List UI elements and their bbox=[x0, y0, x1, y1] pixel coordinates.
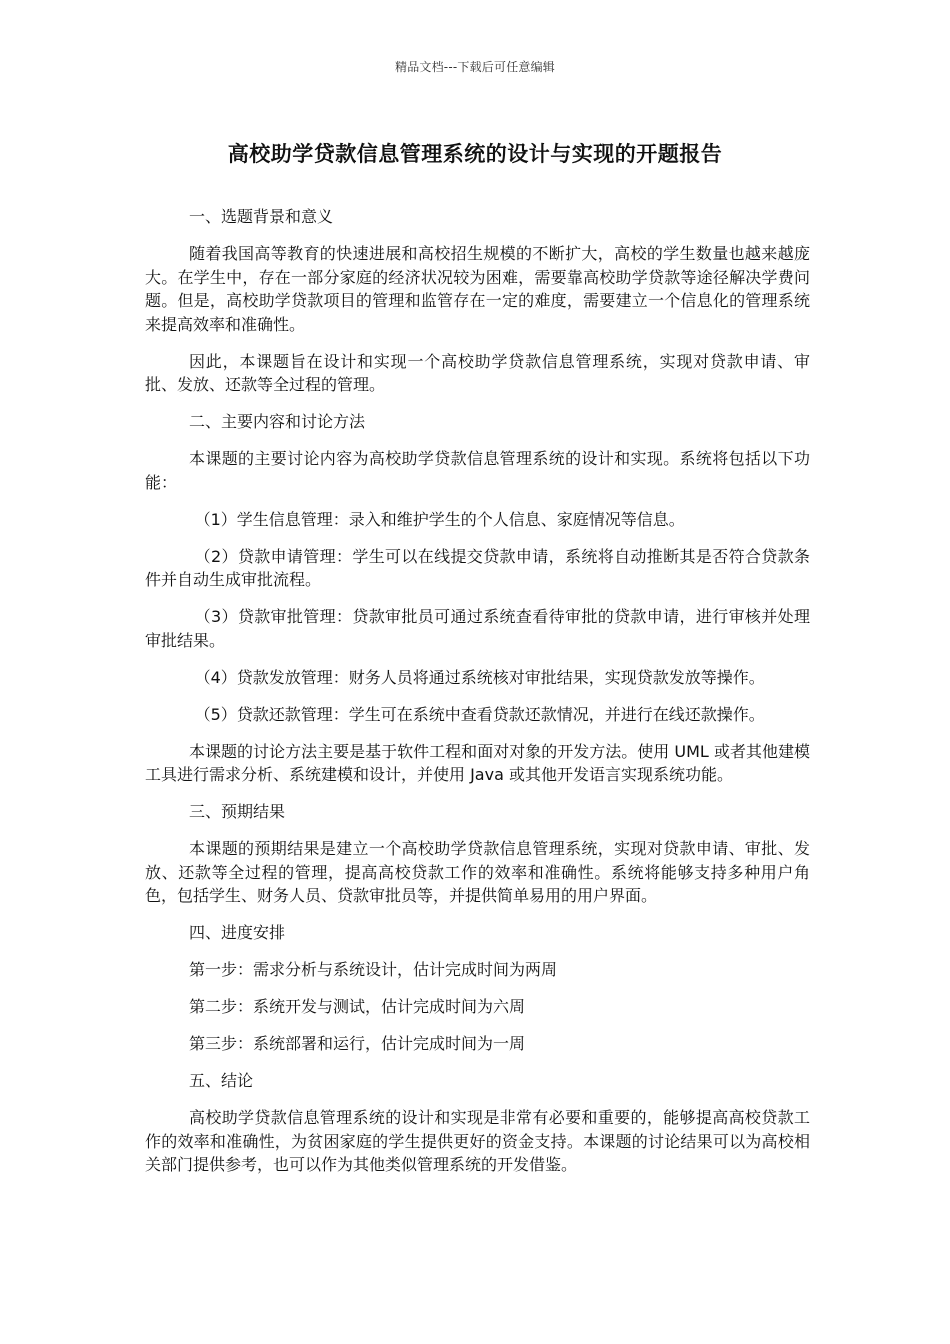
paragraph-content-intro: 本课题的主要讨论内容为高校助学贷款信息管理系统的设计和实现。系统将包括以下功能： bbox=[145, 449, 810, 492]
feature-item-loan-disbursement: （4）贷款发放管理：财务人员将通过系统核对审批结果，实现贷款发放等操作。 bbox=[194, 667, 765, 687]
feature-item-loan-repayment: （5）贷款还款管理：学生可在系统中查看贷款还款情况，并进行在线还款操作。 bbox=[194, 704, 765, 724]
paragraph-methods: 本课题的讨论方法主要是基于软件工程和面对对象的开发方法。使用 UML 或者其他建模工具进行需求分析、系统建模和设计，并使用 Java 或其他开发语言实现系统功能。 bbox=[145, 741, 810, 784]
section-heading-expected-results: 三、预期结果 bbox=[189, 802, 286, 821]
paragraph-background: 随着我国高等教育的快速进展和高校招生规模的不断扩大，高校的学生数量也越来越庞大。在学生中，存在一部分家庭的经济状况较为困难，需要靠高校助学贷款等途径解决学费问题。但是，高校助学贷款项目的管理和监管存在一定的难度，需要建立一个信息化的管理系统来提高效率和准确性。 bbox=[145, 244, 810, 334]
feature-item-student-info: （1）学生信息管理：录入和维护学生的个人信息、家庭情况等信息。 bbox=[194, 509, 685, 529]
document-body bbox=[145, 205, 810, 1190]
schedule-step-3: 第三步：系统部署和运行，估计完成时间为一周 bbox=[189, 1034, 526, 1053]
page-header-watermark: 精品文档---下载后可任意编辑 bbox=[395, 60, 555, 74]
feature-item-loan-application: （2）贷款申请管理：学生可以在线提交贷款申请，系统将自动推断其是否符合贷款条件并自动生成审批流程。 bbox=[145, 546, 810, 589]
section-heading-schedule: 四、进度安排 bbox=[189, 923, 286, 942]
paragraph-conclusion: 高校助学贷款信息管理系统的设计和实现是非常有必要和重要的，能够提高高校贷款工作的效率和准确性，为贫困家庭的学生提供更好的资金支持。本课题的讨论结果可以为高校相关部门提供参考，也可以作为其他类似管理系统的开发借鉴。 bbox=[145, 1108, 810, 1174]
section-heading-conclusion: 五、结论 bbox=[189, 1071, 254, 1090]
section-heading-content-methods: 二、主要内容和讨论方法 bbox=[189, 412, 366, 431]
paragraph-purpose: 因此，本课题旨在设计和实现一个高校助学贷款信息管理系统，实现对贷款申请、审批、发放、还款等全过程的管理。 bbox=[145, 351, 810, 394]
schedule-step-1: 第一步：需求分析与系统设计，估计完成时间为两周 bbox=[189, 960, 558, 979]
feature-item-loan-approval: （3）贷款审批管理：贷款审批员可通过系统查看待审批的贷款申请，进行审核并处理审批结果。 bbox=[145, 607, 810, 650]
paragraph-expected-results: 本课题的预期结果是建立一个高校助学贷款信息管理系统，实现对贷款申请、审批、发放、还款等全过程的管理，提高高校贷款工作的效率和准确性。系统将能够支持多种用户角色，包括学生、财务人员、贷款审批员等，并提供简单易用的用户界面。 bbox=[145, 839, 810, 905]
document-title: 高校助学贷款信息管理系统的设计与实现的开题报告 bbox=[227, 142, 723, 166]
section-heading-background: 一、选题背景和意义 bbox=[189, 207, 334, 226]
schedule-step-2: 第二步：系统开发与测试，估计完成时间为六周 bbox=[189, 997, 526, 1016]
